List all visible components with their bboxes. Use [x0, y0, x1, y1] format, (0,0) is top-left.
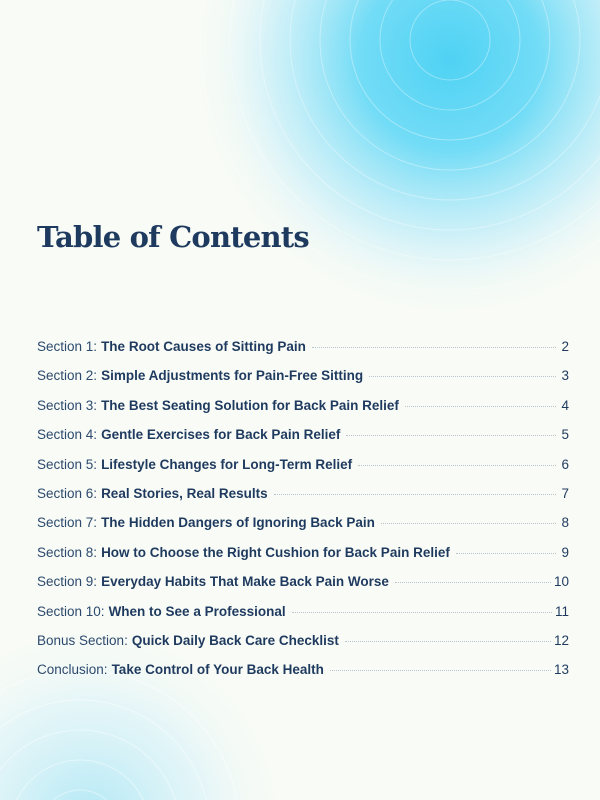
toc-page-number: 11 [554, 603, 569, 619]
toc-entry[interactable]: Conclusion : Take Control of Your Back Health 13 [37, 662, 569, 678]
toc-section-title: Gentle Exercises for Back Pain Relief [101, 427, 341, 443]
toc-section-label: Section 6 [37, 485, 94, 501]
toc-section-label: Section 4 [37, 427, 94, 443]
toc-entry[interactable]: Section 8 : How to Choose the Right Cushion for Back Pain Relief 9 [37, 544, 569, 560]
toc-section-title: When to See a Professional [108, 603, 286, 619]
page-title: Table of Contents [37, 220, 309, 254]
toc-section-label: Section 3 [37, 397, 94, 413]
toc-section-title: The Root Causes of Sitting Pain [101, 339, 306, 354]
toc-page-number: 10 [553, 574, 569, 590]
toc-page-number: 8 [561, 515, 569, 531]
toc-section-title: Lifestyle Changes for Long-Term Relief [101, 456, 353, 472]
toc-page-number: 2 [561, 339, 569, 354]
toc-page-number: 5 [561, 427, 569, 443]
dot-leader [456, 553, 556, 554]
toc-section-label: Section 1 [37, 339, 94, 354]
dot-leader [395, 582, 551, 583]
table-of-contents [37, 339, 569, 692]
dot-leader [292, 612, 552, 613]
dot-leader [369, 376, 556, 377]
toc-section-label: Section 5 [37, 456, 94, 472]
toc-section-label: Section 10 [37, 603, 101, 619]
toc-section-title: Take Control of Your Back Health [111, 662, 324, 678]
toc-section-title: How to Choose the Right Cushion for Back Pain Relief [101, 544, 450, 560]
toc-section-title: Quick Daily Back Care Checklist [131, 632, 339, 648]
dot-leader [358, 465, 556, 466]
toc-page-number: 9 [561, 544, 569, 560]
dot-leader [346, 435, 556, 436]
toc-entry[interactable]: Section 3 : The Best Seating Solution for Back Pain Relief 4 [37, 397, 569, 413]
toc-entry[interactable]: Section 4 : Gentle Exercises for Back Pain Relief 5 [37, 427, 569, 443]
dot-leader [345, 641, 551, 642]
toc-entry[interactable]: Section 1 : The Root Causes of Sitting Pain 2 [37, 339, 569, 354]
toc-page-number: 4 [561, 397, 569, 413]
toc-section-label: Conclusion [37, 662, 104, 678]
toc-page-number: 3 [561, 368, 569, 384]
dot-leader [405, 406, 556, 407]
toc-section-label: Section 7 [37, 515, 94, 531]
dot-leader [330, 670, 551, 671]
toc-section-title: The Hidden Dangers of Ignoring Back Pain [101, 515, 375, 531]
toc-entry[interactable]: Section 9 : Everyday Habits That Make Back Pain Worse 10 [37, 574, 569, 590]
toc-entry[interactable]: Section 10 : When to See a Professional 11 [37, 603, 569, 619]
toc-entry[interactable]: Bonus Section : Quick Daily Back Care Checklist 12 [37, 632, 569, 648]
toc-section-label: Bonus Section [37, 632, 125, 648]
toc-section-label: Section 9 [37, 574, 94, 590]
toc-page-number: 6 [561, 456, 569, 472]
toc-section-label: Section 2 [37, 368, 94, 384]
toc-page-number: 7 [561, 485, 569, 501]
dot-leader [381, 523, 556, 524]
toc-entry[interactable]: Section 6 : Real Stories, Real Results 7 [37, 485, 569, 501]
toc-section-title: Real Stories, Real Results [101, 485, 268, 501]
dot-leader [274, 494, 556, 495]
toc-entry[interactable]: Section 5 : Lifestyle Changes for Long-Term Relief 6 [37, 456, 569, 472]
dot-leader [312, 347, 556, 348]
toc-entry[interactable]: Section 7 : The Hidden Dangers of Ignoring Back Pain 8 [37, 515, 569, 531]
toc-entry[interactable]: Section 2 : Simple Adjustments for Pain-Free Sitting 3 [37, 368, 569, 384]
toc-section-title: Simple Adjustments for Pain-Free Sitting [101, 368, 364, 384]
toc-section-label: Section 8 [37, 544, 94, 560]
toc-section-title: The Best Seating Solution for Back Pain Relief [101, 397, 399, 413]
toc-section-title: Everyday Habits That Make Back Pain Worse [101, 574, 389, 590]
toc-page-number: 13 [553, 662, 569, 678]
toc-page-number: 12 [553, 632, 569, 648]
